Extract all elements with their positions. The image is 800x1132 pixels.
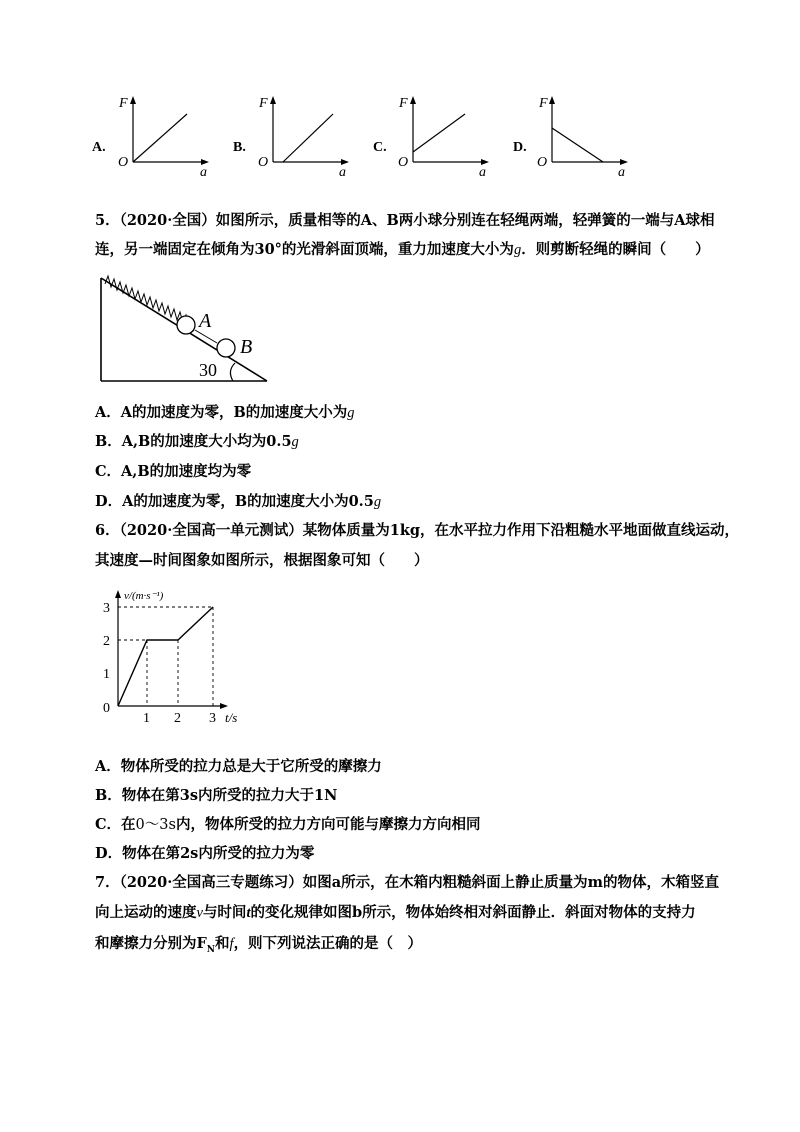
x-tick-3: 3: [209, 711, 216, 726]
option-letter: A.: [92, 140, 106, 155]
q7-stem-line3: [95, 934, 422, 960]
option-text: C．在: [95, 816, 136, 833]
q7-text: 和: [215, 935, 230, 952]
axis-a-label: a: [618, 165, 625, 177]
axis-a-label: a: [339, 165, 346, 177]
ball-a-label: A: [199, 310, 212, 332]
ball-b-label: B: [240, 336, 253, 358]
q5-incline-figure: [95, 268, 275, 386]
axis-f-label: F: [539, 96, 548, 111]
symbol-g: g: [513, 242, 522, 258]
option-text: B．A,B的加速度大小均为0.5: [95, 433, 292, 450]
q7-text: 与时间: [202, 904, 247, 921]
q6-stem-line2: 其速度—时间图象如图所示，根据图象可知（ ）: [95, 552, 429, 569]
option-letter: D.: [513, 140, 527, 155]
q5-option-b: [95, 432, 299, 452]
q5-stem-line1: 5．（2020·全国）如图所示，质量相等的A、B两小球分别连在轻绳两端，轻弹簧的一端与A球相: [95, 212, 715, 229]
f-a-graph-b: [233, 92, 363, 177]
option-graph-a: [92, 92, 222, 177]
origin-label: O: [118, 155, 129, 170]
q7-text: ，则下列说法正确的是（ ）: [233, 935, 423, 952]
q5-option-a: [95, 403, 355, 423]
f-a-graph-a: [92, 92, 222, 177]
time-range: 0～3s: [135, 817, 176, 833]
q5-stem-line2: [95, 240, 710, 260]
y-tick-1: 1: [103, 667, 110, 682]
axis-a-label: a: [200, 165, 207, 177]
q7-text: 的变化规律如图b所示，物体始终相对斜面静止．斜面对物体的支持力: [250, 904, 696, 921]
origin-label: O: [258, 155, 269, 170]
y-axis-label: v/(m·s⁻¹): [124, 590, 164, 602]
axis-a-label: a: [479, 165, 486, 177]
q6-option-b: B．物体在第3s内所受的拉力大于1N: [95, 787, 338, 804]
y-tick-3: 3: [103, 601, 110, 616]
x-tick-1: 1: [143, 711, 150, 726]
y-tick-2: 2: [103, 634, 110, 649]
q6-option-a: A．物体所受的拉力总是大于它所受的摩擦力: [95, 758, 382, 775]
option-graph-d: [513, 92, 643, 177]
option-graph-c: [373, 92, 503, 177]
q5-option-c: C．A,B的加速度均为零: [95, 463, 252, 480]
option-text: 内，物体所受的拉力方向可能与摩擦力方向相同: [175, 816, 481, 833]
option-text: D．A的加速度为零，B的加速度大小为0.5: [95, 493, 374, 510]
q6-option-c: [95, 815, 480, 835]
option-letter: B.: [233, 140, 246, 155]
f-a-graph-d: [513, 92, 643, 177]
option-graph-b: [233, 92, 363, 177]
origin-label: O: [537, 155, 548, 170]
q6-option-d: D．物体在第2s内所受的拉力为零: [95, 845, 315, 862]
origin-label: O: [398, 155, 409, 170]
axis-f-label: F: [119, 96, 128, 111]
q7-text: 和摩擦力分别为F: [95, 935, 207, 952]
symbol-f: f: [229, 936, 234, 952]
symbol-g: g: [291, 434, 299, 450]
x-axis-label: t/s: [225, 710, 238, 725]
origin-label: 0: [103, 701, 110, 716]
symbol-t: t: [246, 905, 251, 921]
q5-option-d: [95, 492, 381, 512]
q7-stem-line2: [95, 903, 696, 923]
q6-stem-line1: 6．（2020·全国高一单元测试）某物体质量为1kg，在水平拉力作用下沿粗糙水平地面做直线运动，: [95, 522, 740, 539]
option-letter: C.: [373, 140, 387, 155]
f-a-graph-c: [373, 92, 503, 177]
symbol-g: g: [373, 494, 382, 510]
axis-f-label: F: [399, 96, 408, 111]
q7-stem-line1: 7．（2020·全国高三专题练习）如图a所示，在木箱内粗糙斜面上静止质量为m的物体，木箱竖直: [95, 874, 719, 891]
x-tick-2: 2: [174, 711, 181, 726]
symbol-g: g: [347, 405, 355, 421]
q5-text: ．则剪断轻绳的瞬间（ ）: [521, 241, 710, 258]
symbol-v: v: [196, 905, 203, 921]
axis-f-label: F: [259, 96, 268, 111]
q5-text: 连，另一端固定在倾角为30°的光滑斜面顶端，重力加速度大小为: [95, 241, 514, 258]
angle-label: 30: [199, 360, 217, 380]
q7-text: 向上运动的速度: [95, 904, 197, 921]
q6-vt-graph: [100, 588, 260, 728]
option-text: A．A的加速度为零，B的加速度大小为: [95, 404, 348, 421]
subscript-n: N: [206, 944, 216, 955]
